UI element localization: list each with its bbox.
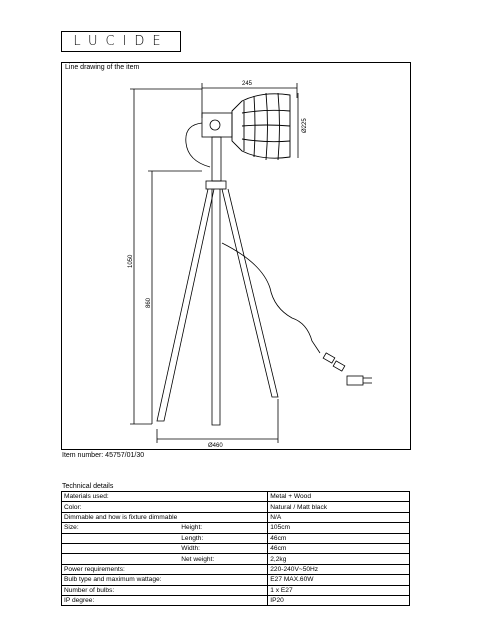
lamp-line-drawing <box>62 63 410 449</box>
spec-sublabel <box>179 564 268 574</box>
spec-sublabel <box>179 595 268 605</box>
technical-details-table <box>61 491 410 606</box>
spec-value: 46cm <box>268 533 410 543</box>
table-row <box>62 533 410 543</box>
spec-sublabel: Height: <box>179 523 268 533</box>
table-row <box>62 492 410 502</box>
table-row <box>62 585 410 595</box>
item-number: Item number: 45757/01/30 <box>62 452 145 459</box>
line-drawing-panel <box>61 62 411 450</box>
table-row <box>62 512 410 522</box>
table-row <box>62 502 410 512</box>
table-row <box>62 523 410 533</box>
brand-logo: LUCIDE <box>61 31 181 52</box>
spec-label: Dimmable and how is fixture dimmable <box>62 512 180 522</box>
spec-value: Metal + Wood <box>268 492 410 502</box>
spec-label: Materials used: <box>62 492 180 502</box>
table-row <box>62 543 410 553</box>
lamp-shade <box>232 93 290 160</box>
dim-label-top-width: 245 <box>242 81 253 87</box>
spec-sublabel: Length: <box>179 533 268 543</box>
spec-value: 2,2kg <box>268 554 410 564</box>
spec-sublabel <box>179 585 268 595</box>
lamp-head-bracket <box>202 113 232 137</box>
center-pole <box>212 137 221 181</box>
spec-value: E27 MAX.60W <box>268 575 410 585</box>
spec-value: 1 x E27 <box>268 585 410 595</box>
drawing-label: Line drawing of the item <box>65 64 140 71</box>
spec-label: Number of bulbs: <box>62 585 180 595</box>
spec-value: 105cm <box>268 523 410 533</box>
table-row <box>62 575 410 585</box>
spec-label <box>62 554 180 564</box>
tripod-legs <box>157 189 278 425</box>
spec-sublabel <box>179 492 268 502</box>
table-row <box>62 595 410 605</box>
spec-sublabel <box>179 512 268 522</box>
spec-value: 220-240V~50Hz <box>268 564 410 574</box>
spec-value: N/A <box>268 512 410 522</box>
spec-value: IP20 <box>268 595 410 605</box>
power-plug <box>323 353 372 385</box>
spec-label: Bulb type and maximum wattage: <box>62 575 180 585</box>
dim-label-total-height: 1050 <box>128 254 134 268</box>
spec-label <box>62 533 180 543</box>
spec-sublabel: Width: <box>179 543 268 553</box>
dim-label-tripod-height: 860 <box>146 297 152 308</box>
spec-sublabel <box>179 502 268 512</box>
spec-label: Color: <box>62 502 180 512</box>
spec-label: IP degree: <box>62 595 180 605</box>
spec-sublabel: Net weight: <box>179 554 268 564</box>
spec-label: Size: <box>62 523 180 533</box>
dim-label-shade-diameter: Ø225 <box>302 118 308 133</box>
table-row <box>62 554 410 564</box>
spec-label: Power requirements: <box>62 564 180 574</box>
table-row <box>62 564 410 574</box>
spec-label <box>62 543 180 553</box>
spec-sublabel <box>179 575 268 585</box>
technical-details-title: Technical details <box>62 483 114 490</box>
spec-value: Natural / Matt black <box>268 502 410 512</box>
spec-value: 46cm <box>268 543 410 553</box>
dim-label-base-diameter: Ø460 <box>208 443 223 449</box>
